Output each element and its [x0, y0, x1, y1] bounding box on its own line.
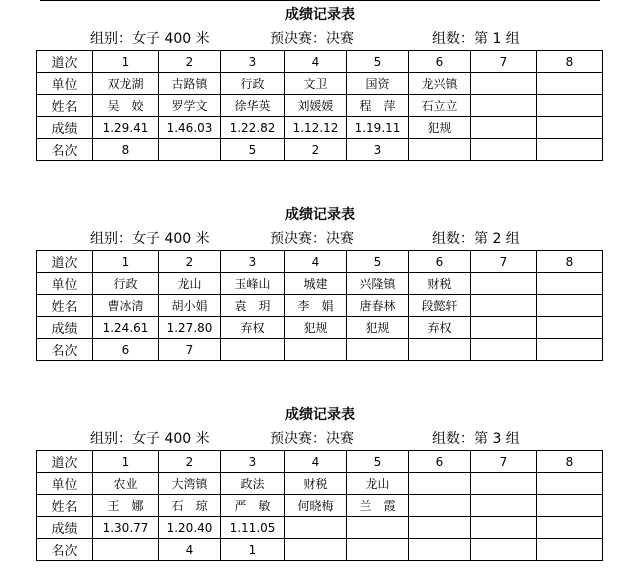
table-cell: 文卫: [285, 73, 347, 95]
table-cell: 严 敏: [221, 495, 285, 517]
row-header: 名次: [37, 339, 93, 361]
table-cell: [471, 473, 537, 495]
table-cell: [471, 295, 537, 317]
row-header: 单位: [37, 473, 93, 495]
table-cell: 农业: [93, 473, 159, 495]
row-header: 名次: [37, 139, 93, 161]
table-cell: 程 萍: [347, 95, 409, 117]
table-cell: 玉峰山: [221, 273, 285, 295]
table-row: [37, 495, 603, 517]
table-row: [37, 517, 603, 539]
table-cell: [285, 517, 347, 539]
table-cell: 行政: [93, 273, 159, 295]
table-cell: 胡小娟: [159, 295, 221, 317]
table-cell: 2: [159, 51, 221, 73]
table-cell: 1.22.82: [221, 117, 285, 139]
table-cell: [537, 517, 603, 539]
table-cell: 8: [537, 451, 603, 473]
table-row: [37, 339, 603, 361]
table-cell: [347, 517, 409, 539]
table-cell: [471, 95, 537, 117]
group-info: [90, 228, 210, 246]
table-cell: 5: [347, 451, 409, 473]
group-number-info-label: 组数：: [432, 231, 474, 247]
row-header: 姓名: [37, 295, 93, 317]
table-cell: [537, 95, 603, 117]
table-cell: [471, 317, 537, 339]
table-row: [37, 95, 603, 117]
table-cell: 3: [221, 251, 285, 273]
table-cell: 弃权: [409, 317, 471, 339]
table-cell: 2: [285, 139, 347, 161]
table-cell: 石立立: [409, 95, 471, 117]
table-cell: 8: [537, 251, 603, 273]
table-cell: 财税: [285, 473, 347, 495]
table-cell: 6: [409, 51, 471, 73]
round-info-label: 预决赛：: [270, 231, 326, 247]
table-cell: [285, 539, 347, 561]
group-number-info-label: 组数：: [432, 431, 474, 447]
round-info: [270, 428, 354, 446]
table-cell: [409, 539, 471, 561]
table-row: [37, 51, 603, 73]
table-cell: [537, 473, 603, 495]
table-row: [37, 317, 603, 339]
group-info-value: 400 米: [164, 431, 210, 447]
table-cell: 双龙湖: [93, 73, 159, 95]
table-cell: 罗学文: [159, 95, 221, 117]
table-cell: 1.12.12: [285, 117, 347, 139]
table-cell: [471, 117, 537, 139]
table-cell: [471, 517, 537, 539]
table-cell: [537, 495, 603, 517]
row-header: 道次: [37, 51, 93, 73]
row-header: 名次: [37, 539, 93, 561]
table-cell: 弃权: [221, 317, 285, 339]
table-cell: 1: [93, 51, 159, 73]
table-cell: 政法: [221, 473, 285, 495]
round-info: [270, 28, 354, 46]
table-cell: 行政: [221, 73, 285, 95]
table-cell: 1: [221, 539, 285, 561]
round-info-value: 决赛: [326, 31, 354, 47]
table-cell: [471, 273, 537, 295]
row-header: 道次: [37, 251, 93, 273]
table-cell: 1.19.11: [347, 117, 409, 139]
table-cell: 1.27.80: [159, 317, 221, 339]
table-row: [37, 539, 603, 561]
group-info: [90, 428, 210, 446]
round-info-label: 预决赛：: [270, 31, 326, 47]
table-cell: 犯规: [409, 117, 471, 139]
table-cell: 徐华英: [221, 95, 285, 117]
table-cell: 2: [159, 251, 221, 273]
table-cell: 城建: [285, 273, 347, 295]
group-number-info-value: 第 1 组: [474, 31, 520, 47]
table-cell: 1.29.41: [93, 117, 159, 139]
group-info-value: 400 米: [164, 231, 210, 247]
table-cell: 4: [285, 51, 347, 73]
table-cell: [221, 339, 285, 361]
round-info-label: 预决赛：: [270, 431, 326, 447]
table-cell: [285, 339, 347, 361]
table-cell: 王 娜: [93, 495, 159, 517]
table-cell: 4: [159, 539, 221, 561]
group-number-info: [432, 28, 520, 46]
group-info-label: 组别：女子: [90, 431, 160, 447]
table-cell: [347, 539, 409, 561]
table-cell: 1.46.03: [159, 117, 221, 139]
table-cell: [409, 473, 471, 495]
table-cell: 唐春林: [347, 295, 409, 317]
record-table: [36, 50, 603, 161]
table-cell: 6: [93, 339, 159, 361]
table-cell: 5: [221, 139, 285, 161]
table-cell: 8: [93, 139, 159, 161]
table-row: [37, 295, 603, 317]
table-cell: 6: [409, 251, 471, 273]
table-cell: [537, 139, 603, 161]
table-cell: 龙兴镇: [409, 73, 471, 95]
table-cell: [537, 273, 603, 295]
group-number-info-label: 组数：: [432, 31, 474, 47]
table-cell: [471, 73, 537, 95]
table-cell: [471, 495, 537, 517]
table-cell: [537, 117, 603, 139]
table-cell: [409, 495, 471, 517]
row-header: 成绩: [37, 117, 93, 139]
table-cell: 段懿轩: [409, 295, 471, 317]
group-info-value: 400 米: [164, 31, 210, 47]
table-row: [37, 251, 603, 273]
row-header: 成绩: [37, 317, 93, 339]
section-title: 成绩记录表: [285, 407, 355, 423]
table-cell: 龙山: [159, 273, 221, 295]
table-cell: 7: [159, 339, 221, 361]
table-row: [37, 117, 603, 139]
table-cell: [409, 339, 471, 361]
row-header: 姓名: [37, 495, 93, 517]
round-info: [270, 228, 354, 246]
table-row: [37, 73, 603, 95]
table-cell: 财税: [409, 273, 471, 295]
table-cell: [537, 73, 603, 95]
table-cell: [409, 139, 471, 161]
table-cell: [347, 339, 409, 361]
table-row: [37, 273, 603, 295]
table-cell: 兰 霞: [347, 495, 409, 517]
table-cell: 7: [471, 451, 537, 473]
table-cell: [471, 539, 537, 561]
table-cell: 7: [471, 51, 537, 73]
group-number-info-value: 第 3 组: [474, 431, 520, 447]
table-cell: 1.11.05: [221, 517, 285, 539]
table-cell: 3: [347, 139, 409, 161]
table-cell: 4: [285, 251, 347, 273]
table-cell: 4: [285, 451, 347, 473]
table-cell: 5: [347, 51, 409, 73]
table-cell: [537, 317, 603, 339]
table-cell: 2: [159, 451, 221, 473]
table-cell: 6: [409, 451, 471, 473]
row-header: 道次: [37, 451, 93, 473]
table-cell: 7: [471, 251, 537, 273]
table-cell: 国资: [347, 73, 409, 95]
row-header: 成绩: [37, 517, 93, 539]
section-title: 成绩记录表: [285, 7, 355, 23]
table-cell: [471, 339, 537, 361]
table-cell: [93, 539, 159, 561]
table-cell: 石 琼: [159, 495, 221, 517]
table-cell: 1: [93, 251, 159, 273]
table-cell: [537, 539, 603, 561]
table-cell: 李 娟: [285, 295, 347, 317]
table-row: [37, 451, 603, 473]
table-cell: 5: [347, 251, 409, 273]
group-number-info-value: 第 2 组: [474, 231, 520, 247]
group-number-info: [432, 228, 520, 246]
table-cell: 犯规: [285, 317, 347, 339]
table-cell: 犯规: [347, 317, 409, 339]
table-cell: 刘媛媛: [285, 95, 347, 117]
table-cell: 3: [221, 51, 285, 73]
table-cell: 兴隆镇: [347, 273, 409, 295]
row-header: 单位: [37, 273, 93, 295]
group-info-label: 组别：女子: [90, 231, 160, 247]
table-cell: [537, 339, 603, 361]
row-header: 单位: [37, 73, 93, 95]
group-info: [90, 28, 210, 46]
table-cell: 1.20.40: [159, 517, 221, 539]
table-cell: [409, 517, 471, 539]
record-table: [36, 250, 603, 361]
table-row: [37, 473, 603, 495]
table-cell: [159, 139, 221, 161]
table-cell: 袁 玥: [221, 295, 285, 317]
table-cell: [537, 295, 603, 317]
table-cell: 何晓梅: [285, 495, 347, 517]
table-cell: 3: [221, 451, 285, 473]
table-cell: 1.30.77: [93, 517, 159, 539]
table-cell: 龙山: [347, 473, 409, 495]
table-cell: 8: [537, 51, 603, 73]
table-cell: 1: [93, 451, 159, 473]
section-title: 成绩记录表: [285, 207, 355, 223]
group-info-label: 组别：女子: [90, 31, 160, 47]
table-cell: 古路镇: [159, 73, 221, 95]
round-info-value: 决赛: [326, 431, 354, 447]
table-cell: 吴 姣: [93, 95, 159, 117]
table-cell: [471, 139, 537, 161]
table-cell: 1.24.61: [93, 317, 159, 339]
row-header: 姓名: [37, 95, 93, 117]
record-table: [36, 450, 603, 561]
top-rule: [40, 0, 600, 1]
table-cell: 曹冰清: [93, 295, 159, 317]
round-info-value: 决赛: [326, 231, 354, 247]
group-number-info: [432, 428, 520, 446]
table-row: [37, 139, 603, 161]
table-cell: 大湾镇: [159, 473, 221, 495]
